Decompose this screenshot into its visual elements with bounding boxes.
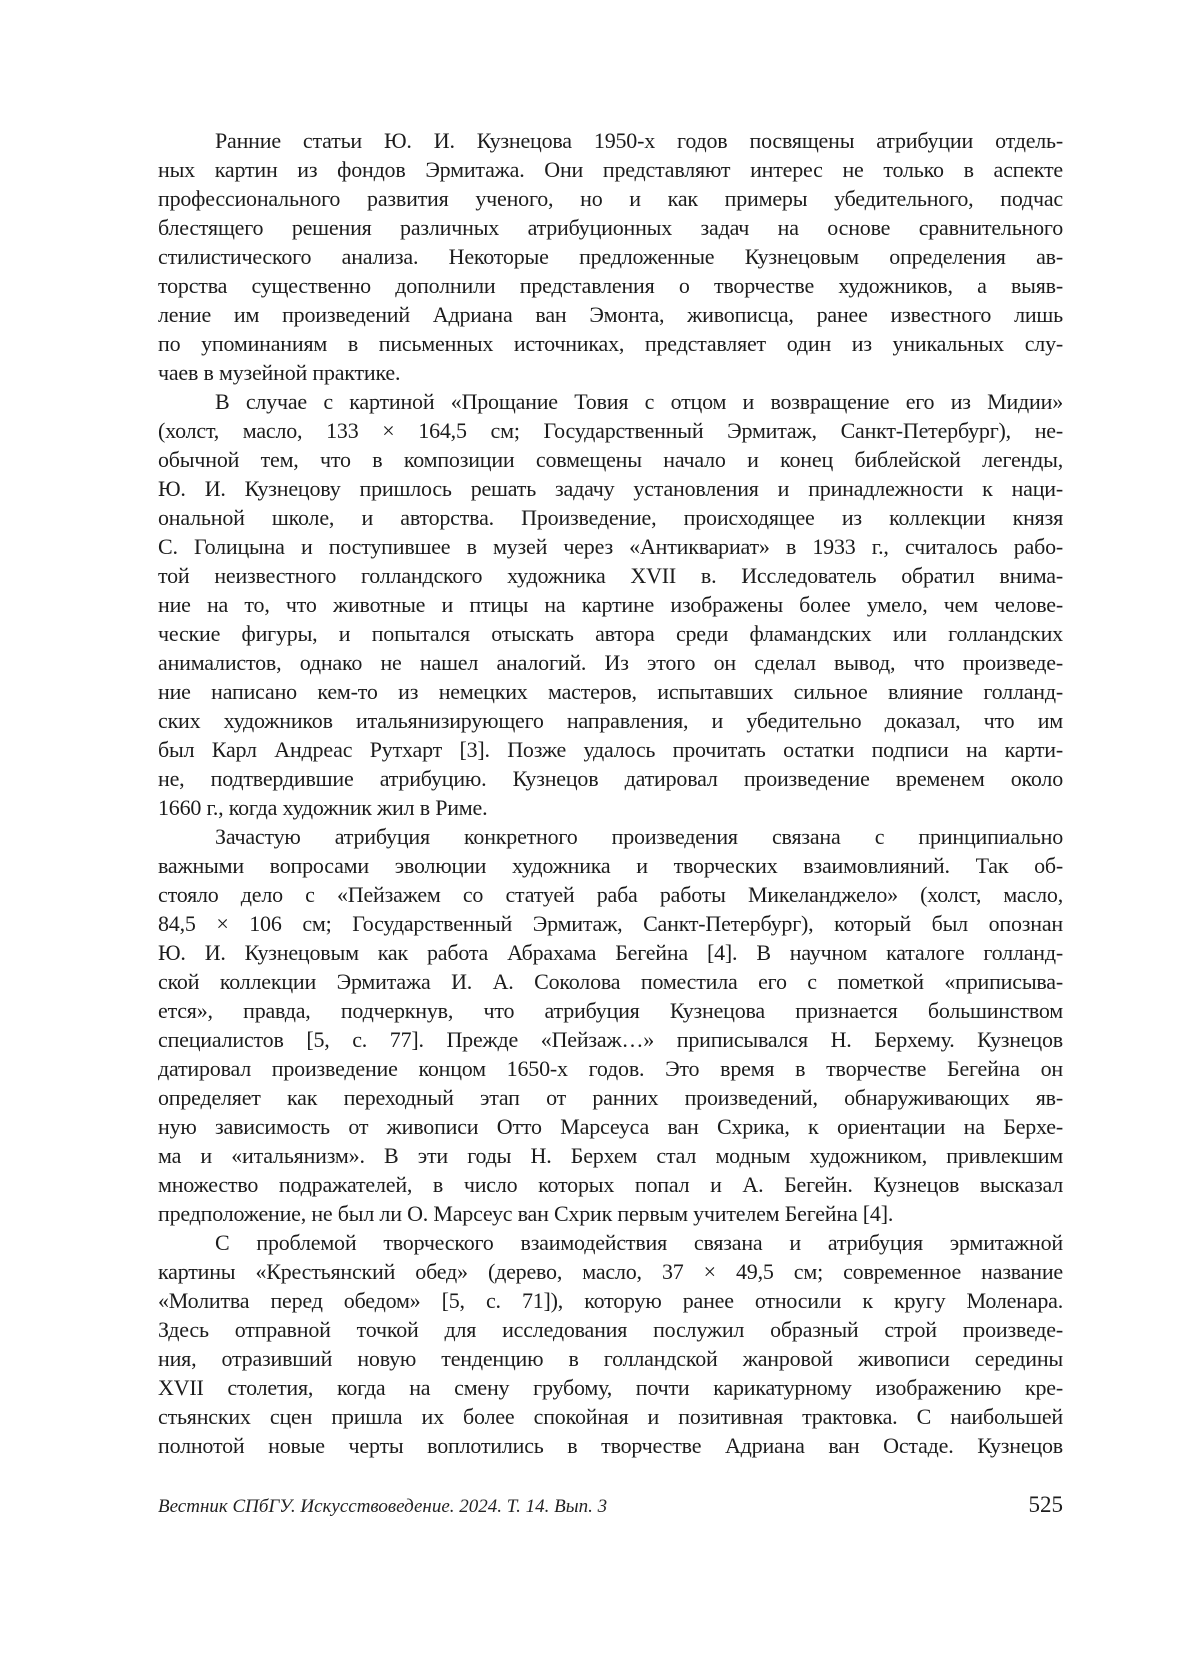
text-line: картины «Крестьянский обед» (дерево, масло, 37 × 49,5 см; современное название bbox=[158, 1259, 1063, 1284]
text-line: датировал произведение концом 1650-х годов. Это время в творчестве Бегейна он bbox=[158, 1056, 1063, 1081]
text-line: полнотой новые черты воплотились в творчестве Адриана ван Остаде. Кузнецов bbox=[158, 1433, 1063, 1458]
text-line: Ю. И. Кузнецову пришлось решать задачу установления и принадлежности к наци- bbox=[158, 476, 1063, 501]
text-line: ние написано кем-то из немецких мастеров, испытавших сильное влияние голланд- bbox=[158, 679, 1063, 704]
text-line: ской коллекции Эрмитажа И. А. Соколова поместила его с пометкой «приписыва- bbox=[158, 969, 1063, 994]
text-line: блестящего решения различных атрибуционных задач на основе сравнительного bbox=[158, 215, 1063, 240]
text-line: XVII столетия, когда на смену грубому, почти карикатурному изображению кре- bbox=[158, 1375, 1063, 1400]
footer-journal-reference: Вестник СПбГУ. Искусствоведение. 2024. Т. 14. Вып. 3 bbox=[158, 1496, 608, 1517]
text-line: торства существенно дополнили представления о творчестве художников, а выяв- bbox=[158, 273, 1063, 298]
text-line: не, подтвердившие атрибуцию. Кузнецов датировал произведение временем около bbox=[158, 766, 1063, 791]
text-line: Ю. И. Кузнецовым как работа Абрахама Бегейна [4]. В научном каталоге голланд- bbox=[158, 940, 1063, 965]
text-line: Здесь отправной точкой для исследования послужил образный строй произведе- bbox=[158, 1317, 1063, 1342]
text-line: ние на то, что животные и птицы на картине изображены более умело, чем челове- bbox=[158, 592, 1063, 617]
text-line: чаев в музейной практике. bbox=[158, 360, 401, 385]
text-line: ских художников итальянизирующего направления, и убедительно доказал, что им bbox=[158, 708, 1063, 733]
text-line: профессионального развития ученого, но и как примеры убедительного, подчас bbox=[158, 186, 1063, 211]
text-line: ную зависимость от живописи Отто Марсеуса ван Схрика, к ориентации на Берхе- bbox=[158, 1114, 1063, 1139]
text-line: ется», правда, подчеркнув, что атрибуция Кузнецова признается большинством bbox=[158, 998, 1063, 1023]
text-line: ональной школе, и авторства. Произведение, происходящее из коллекции князя bbox=[158, 505, 1063, 530]
text-line: специалистов [5, с. 77]. Прежде «Пейзаж…» приписывался Н. Берхему. Кузнецов bbox=[158, 1027, 1063, 1052]
text-line: ния, отразивший новую тенденцию в голландской жанровой живописи середины bbox=[158, 1346, 1063, 1371]
text-line: ление им произведений Адриана ван Эмонта, живописца, ранее известного лишь bbox=[158, 302, 1063, 327]
text-line: стилистического анализа. Некоторые предложенные Кузнецовым определения ав- bbox=[158, 244, 1063, 269]
text-line: был Карл Андреас Рутхарт [3]. Позже удалось прочитать остатки подписи на карти- bbox=[158, 737, 1063, 762]
text-line: С проблемой творческого взаимодействия связана и атрибуция эрмитажной bbox=[215, 1230, 1063, 1255]
text-block bbox=[158, 126, 1063, 1460]
text-line: по упоминаниям в письменных источниках, представляет один из уникальных слу- bbox=[158, 331, 1063, 356]
text-line: 84,5 × 106 см; Государственный Эрмитаж, Санкт-Петербург), который был опознан bbox=[158, 911, 1063, 936]
footer-page-number: 525 bbox=[1028, 1492, 1063, 1517]
text-line: ческие фигуры, и попытался отыскать автора среди фламандских или голландских bbox=[158, 621, 1063, 646]
text-line: той неизвестного голландского художника XVII в. Исследователь обратил внима- bbox=[158, 563, 1063, 588]
text-line: ных картин из фондов Эрмитажа. Они представляют интерес не только в аспекте bbox=[158, 157, 1063, 182]
text-line: предположение, не был ли О. Марсеус ван Схрик первым учителем Бегейна [4]. bbox=[158, 1201, 894, 1226]
text-line: 1660 г., когда художник жил в Риме. bbox=[158, 795, 488, 820]
text-line: (холст, масло, 133 × 164,5 см; Государственный Эрмитаж, Санкт-Петербург), не- bbox=[158, 418, 1063, 443]
text-line: множество подражателей, в число которых попал и А. Бегейн. Кузнецов высказал bbox=[158, 1172, 1063, 1197]
text-line: С. Голицына и поступившее в музей через «Антиквариат» в 1933 г., считалось рабо- bbox=[158, 534, 1063, 559]
text-line: анималистов, однако не нашел аналогий. Из этого он сделал вывод, что произведе- bbox=[158, 650, 1063, 675]
text-line: стьянских сцен пришла их более спокойная и позитивная трактовка. С наибольшей bbox=[158, 1404, 1063, 1429]
text-line: обычной тем, что в композиции совмещены начало и конец библейской легенды, bbox=[158, 447, 1063, 472]
text-line: «Молитва перед обедом» [5, с. 71]), которую ранее относили к кругу Моленара. bbox=[158, 1288, 1063, 1313]
page-footer bbox=[158, 1492, 1063, 1518]
text-line: определяет как переходный этап от ранних произведений, обнаруживающих яв- bbox=[158, 1085, 1063, 1110]
text-line: Зачастую атрибуция конкретного произведения связана с принципиально bbox=[215, 824, 1063, 849]
text-line: В случае с картиной «Прощание Товия с отцом и возвращение его из Мидии» bbox=[215, 389, 1063, 414]
text-line: ма и «итальянизм». В эти годы Н. Берхем стал модным художником, привлекшим bbox=[158, 1143, 1063, 1168]
text-line: важными вопросами эволюции художника и творческих взаимовлияний. Так об- bbox=[158, 853, 1063, 878]
text-line: Ранние статьи Ю. И. Кузнецова 1950-х годов посвящены атрибуции отдель- bbox=[215, 128, 1063, 153]
text-line: стояло дело с «Пейзажем со статуей раба работы Микеланджело» (холст, масло, bbox=[158, 882, 1063, 907]
